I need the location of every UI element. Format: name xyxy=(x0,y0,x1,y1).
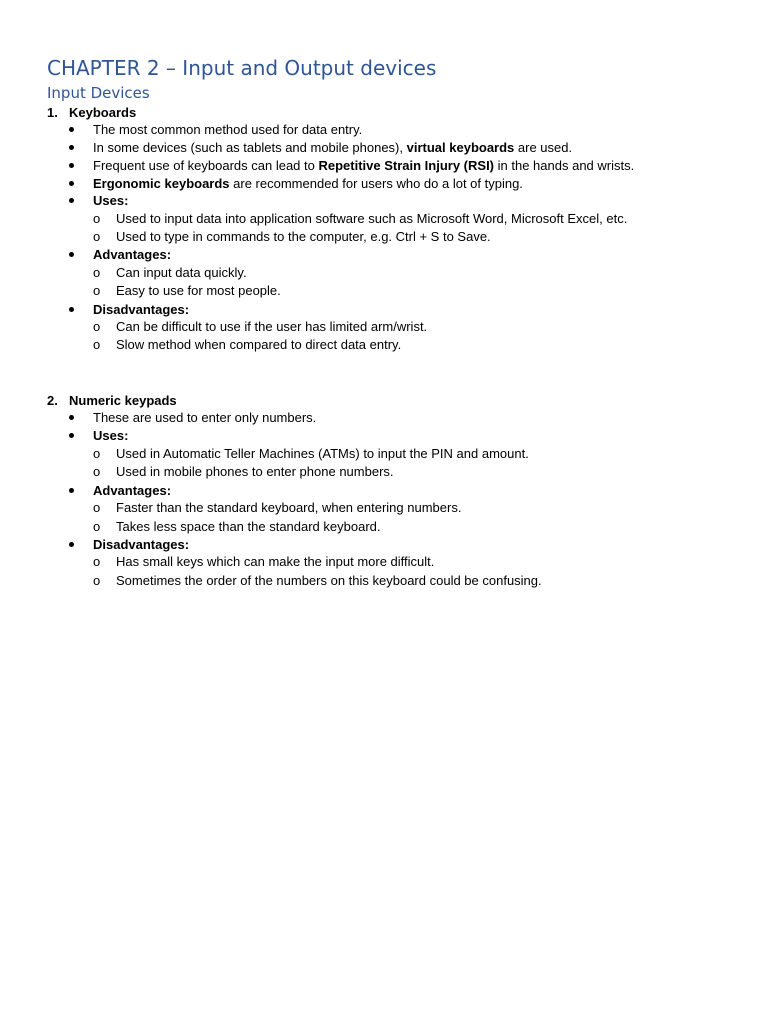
sub-bullet-icon: o xyxy=(93,446,101,461)
bullet-text: The most common method used for data entry. xyxy=(93,122,363,137)
sub-bullet-icon: o xyxy=(93,265,101,280)
bullet-icon xyxy=(69,198,74,203)
section-title: Input Devices xyxy=(47,84,150,102)
sub-bullet-text: Sometimes the order of the numbers on this keyboard could be confusing. xyxy=(116,573,542,588)
advantages-label: Advantages: xyxy=(93,247,172,262)
sub-bullet-icon: o xyxy=(93,337,101,352)
bullet-icon xyxy=(69,307,74,312)
sub-bullet-text: Easy to use for most people. xyxy=(116,283,281,298)
section-heading: Keyboards xyxy=(69,105,137,120)
uses-label: Uses: xyxy=(93,193,129,208)
bullet-text: Frequent use of keyboards can lead to Repetitive Strain Injury (RSI) in the hands and wrists. xyxy=(93,158,635,173)
bullet-icon xyxy=(69,163,74,168)
chapter-title: CHAPTER 2 – Input and Output devices xyxy=(47,56,437,80)
section-number: 2. xyxy=(47,393,58,408)
section-heading: Numeric keypads xyxy=(69,393,177,408)
sub-bullet-text: Used to input data into application software such as Microsoft Word, Microsoft Excel, etc. xyxy=(116,211,628,226)
bullet-icon xyxy=(69,488,74,493)
bullet-icon xyxy=(69,127,74,132)
bullet-icon xyxy=(69,181,74,186)
sub-bullet-icon: o xyxy=(93,519,101,534)
sub-bullet-icon: o xyxy=(93,464,101,479)
bullet-icon xyxy=(69,415,74,420)
sub-bullet-text: Has small keys which can make the input more difficult. xyxy=(116,554,435,569)
disadvantages-label: Disadvantages: xyxy=(93,537,190,552)
disadvantages-label: Disadvantages: xyxy=(93,302,190,317)
bullet-icon xyxy=(69,433,74,438)
sub-bullet-icon: o xyxy=(93,211,101,226)
sub-bullet-text: Can be difficult to use if the user has limited arm/wrist. xyxy=(116,319,428,334)
sub-bullet-text: Takes less space than the standard keyboard. xyxy=(116,519,381,534)
uses-label: Uses: xyxy=(93,428,129,443)
section-number: 1. xyxy=(47,105,58,120)
bullet-icon xyxy=(69,145,74,150)
sub-bullet-icon: o xyxy=(93,573,101,588)
sub-bullet-text: Slow method when compared to direct data entry. xyxy=(116,337,402,352)
bullet-text: Ergonomic keyboards are recommended for users who do a lot of typing. xyxy=(93,176,523,191)
sub-bullet-text: Can input data quickly. xyxy=(116,265,247,280)
sub-bullet-icon: o xyxy=(93,319,101,334)
sub-bullet-icon: o xyxy=(93,283,101,298)
sub-bullet-text: Used in mobile phones to enter phone numbers. xyxy=(116,464,394,479)
sub-bullet-text: Used to type in commands to the computer, e.g. Ctrl + S to Save. xyxy=(116,229,491,244)
sub-bullet-text: Faster than the standard keyboard, when entering numbers. xyxy=(116,500,462,515)
bullet-icon xyxy=(69,252,74,257)
sub-bullet-text: Used in Automatic Teller Machines (ATMs) to input the PIN and amount. xyxy=(116,446,529,461)
bullet-text: These are used to enter only numbers. xyxy=(93,410,317,425)
advantages-label: Advantages: xyxy=(93,483,172,498)
sub-bullet-icon: o xyxy=(93,229,101,244)
bullet-icon xyxy=(69,542,74,547)
bullet-text: In some devices (such as tablets and mobile phones), virtual keyboards are used. xyxy=(93,140,573,155)
sub-bullet-icon: o xyxy=(93,554,101,569)
sub-bullet-icon: o xyxy=(93,500,101,515)
